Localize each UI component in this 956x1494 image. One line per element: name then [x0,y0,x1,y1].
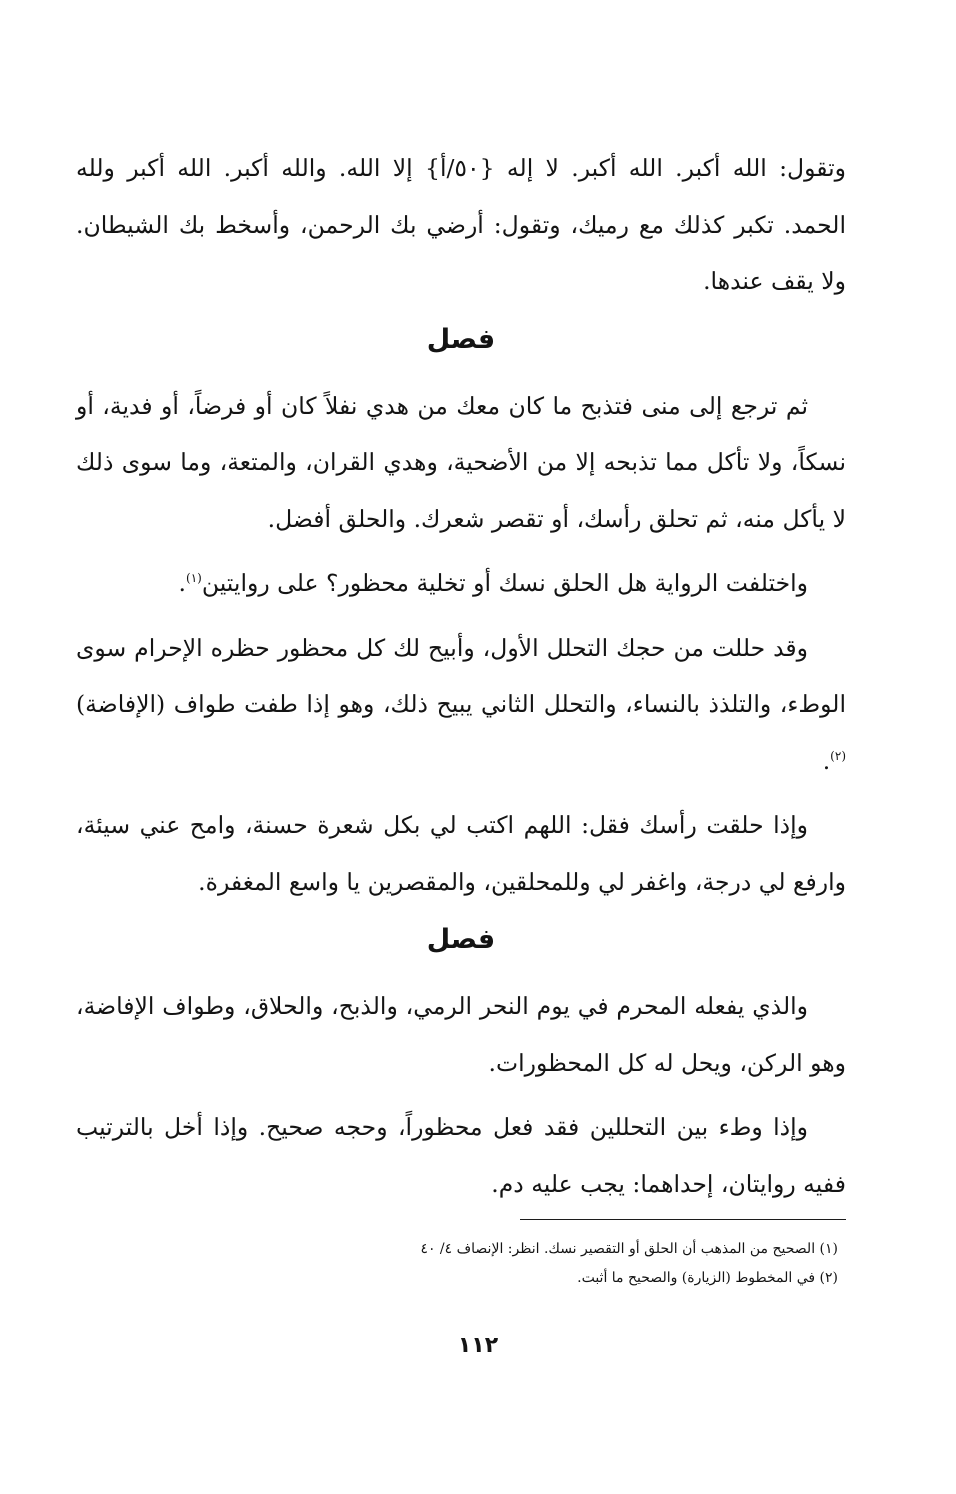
footnote-separator [520,1219,846,1220]
paragraph-takbir: وتقول: الله أكبر. الله أكبر. لا إله {٥٠/أ} إلا الله. والله أكبر. الله أكبر ولله الحمد. تكبر كذلك مع رميك، وتقول: أرضي بك الرحمن، وأسخط بك الشيطان. ولا يقف عندها. [76,154,846,295]
paragraph-narration-text: واختلفت الرواية هل الحلق نسك أو تخلية محظور؟ على روايتين [201,569,808,597]
paragraph-slaughter-shaving: ثم ترجع إلى منى فتذبح ما كان معك من هدي نفلاً كان أو فرضاً، أو فدية، أو نسكاً، ولا تأكل مما تذبحه إلا من الأضحية، وهدي القران، والمتعة، وما سوى ذلك لا يأكل منه، ثم تحلق رأسك، أو تقصر شعرك. والحلق أفضل. [76,391,846,533]
paragraph-first-release [76,620,846,790]
footnote-ref-2: (٢) [830,748,846,763]
page-number: ١١٢ [457,1333,499,1358]
footnotes [200,1235,838,1293]
page-body [76,140,846,1212]
section-heading-fasl-1: فصل [426,323,496,355]
paragraph-narration-end: . [178,569,186,597]
paragraph-day-of-sacrifice: والذي يفعله المحرم في يوم النحر الرمي، والذبح، والحلاق، وطواف الإفاضة، وهو الركن، ويحل له كل المحظورات. [76,992,846,1077]
footnote-2: (٢) في المخطوط (الزيارة) والصحيح ما أثبت. [577,1270,838,1286]
paragraph-intercourse-between-releases: وإذا وطء بين التحللين فقد فعل محظوراً، وحجه صحيح. وإذا أخل بالترتيب ففيه روايتان، إحداهما: يجب عليه دم. [76,1113,846,1198]
footnote-ref-1: (١) [186,571,202,586]
paragraph-first-release-end: . [822,746,831,775]
paragraph-shaving-supplication: وإذا حلقت رأسك فقل: اللهم اكتب لي بكل شعرة حسنة، وامح عني سيئة، وارفع لي درجة، واغفر لي وللمحلقين، والمقصرين يا واسع المغفرة. [76,811,846,896]
footnote-1: (١) الصحيح من المذهب أن الحلق أو التقصير نسك. انظر: الإنصاف ٤/ ٤٠ [420,1241,838,1257]
section-heading-fasl-2: فصل [426,924,496,955]
paragraph-first-release-text: وقد حللت من حجك التحلل الأول، وأبيح لك كل محظور حظره الإحرام سوى الوطء، والتلذذ بالنساء، والتحلل الثاني يبيح ذلك، وهو إذا طفت طواف (الإفاضة) [76,633,846,718]
paragraph-narration-dispute [76,555,846,612]
